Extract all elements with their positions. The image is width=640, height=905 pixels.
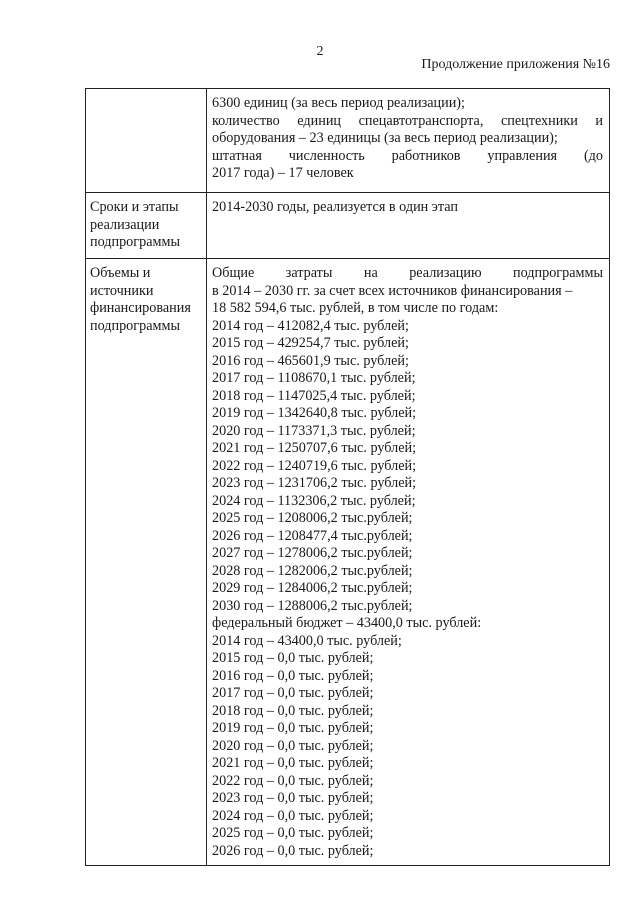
- content-line: 2020 год – 1173371,3 тыс. рублей;: [212, 422, 416, 439]
- content-line: 2026 год – 1208477,4 тыс.рублей;: [212, 527, 413, 544]
- content-line: 2020 год – 0,0 тыс. рублей;: [212, 737, 374, 754]
- row-content-cell: [207, 259, 610, 866]
- content-line: 2017 год – 1108670,1 тыс. рублей;: [212, 370, 416, 386]
- continuation-note: Продолжение приложения №16: [421, 57, 610, 72]
- content-line: 2025 год – 0,0 тыс. рублей;: [212, 825, 374, 841]
- row-content-cell: [207, 193, 610, 259]
- content-line: 2015 год – 429254,7 тыс. рублей;: [212, 335, 409, 351]
- content-line: 18 582 594,6 тыс. рублей, в том числе по годам:: [212, 300, 499, 316]
- content-line: количество единиц спецавтотранспорта, спецтехники и: [212, 112, 603, 129]
- content-line: 2016 год – 465601,9 тыс. рублей;: [212, 352, 409, 369]
- content-line: 2029 год – 1284006,2 тыс.рублей;: [212, 580, 413, 596]
- content-line: 2030 год – 1288006,2 тыс.рублей;: [212, 597, 413, 614]
- content-line: 2019 год – 0,0 тыс. рублей;: [212, 720, 374, 736]
- content-line: 6300 единиц (за весь период реализации);: [212, 95, 465, 111]
- row-label-line: реализации: [90, 216, 160, 233]
- content-line: 2018 год – 1147025,4 тыс. рублей;: [212, 387, 416, 404]
- passport-table: [85, 88, 610, 866]
- row-label-line: Объемы и: [90, 265, 151, 281]
- row-label-cell: [86, 193, 207, 259]
- content-line: 2021 год – 1250707,6 тыс. рублей;: [212, 440, 417, 456]
- content-line: 2014-2030 годы, реализуется в один этап: [212, 199, 458, 215]
- content-line: в 2014 – 2030 гг. за счет всех источников финансирования –: [212, 282, 573, 299]
- table-row: [86, 259, 610, 866]
- table-row: [86, 193, 610, 259]
- row-label-cell: [86, 259, 207, 866]
- row-label-line: подпрограммы: [90, 317, 180, 334]
- content-line: 2023 год – 1231706,2 тыс. рублей;: [212, 475, 417, 491]
- content-line: 2015 год – 0,0 тыс. рублей;: [212, 650, 374, 666]
- content-line: 2017 год – 0,0 тыс. рублей;: [212, 685, 374, 701]
- content-line: 2021 год – 0,0 тыс. рублей;: [212, 755, 374, 771]
- row-label-cell: [86, 89, 207, 193]
- row-content-cell: [207, 89, 610, 193]
- content-line: 2016 год – 0,0 тыс. рублей;: [212, 667, 374, 684]
- content-line: 2028 год – 1282006,2 тыс.рублей;: [212, 562, 413, 579]
- content-line: штатная численность работников управления (до: [212, 147, 603, 164]
- content-line: 2014 год – 43400,0 тыс. рублей;: [212, 632, 402, 649]
- page-number: 2: [316, 44, 324, 59]
- content-line: 2024 год – 1132306,2 тыс. рублей;: [212, 492, 416, 509]
- row-label-line: источники: [90, 282, 154, 299]
- content-line: 2019 год – 1342640,8 тыс. рублей;: [212, 405, 417, 421]
- row-label-line: подпрограммы: [90, 234, 180, 250]
- content-line: 2017 года) – 17 человек: [212, 165, 354, 181]
- content-line: 2022 год – 1240719,6 тыс. рублей;: [212, 457, 417, 474]
- content-line: 2023 год – 0,0 тыс. рублей;: [212, 790, 374, 806]
- content-line: 2022 год – 0,0 тыс. рублей;: [212, 772, 374, 789]
- content-line: 2027 год – 1278006,2 тыс.рублей;: [212, 545, 413, 561]
- row-label-line: Сроки и этапы: [90, 199, 179, 215]
- content-line: 2026 год – 0,0 тыс. рублей;: [212, 842, 374, 859]
- content-line: оборудования – 23 единицы (за весь период реализации);: [212, 130, 558, 146]
- content-line: 2014 год – 412082,4 тыс. рублей;: [212, 317, 409, 334]
- row-label-line: финансирования: [90, 300, 191, 316]
- table-row: [86, 89, 610, 193]
- content-line: федеральный бюджет – 43400,0 тыс. рублей:: [212, 615, 482, 631]
- content-line: 2024 год – 0,0 тыс. рублей;: [212, 807, 374, 824]
- content-line: 2025 год – 1208006,2 тыс.рублей;: [212, 510, 413, 526]
- content-line: 2018 год – 0,0 тыс. рублей;: [212, 702, 374, 719]
- content-line: Общие затраты на реализацию подпрограммы: [212, 265, 603, 281]
